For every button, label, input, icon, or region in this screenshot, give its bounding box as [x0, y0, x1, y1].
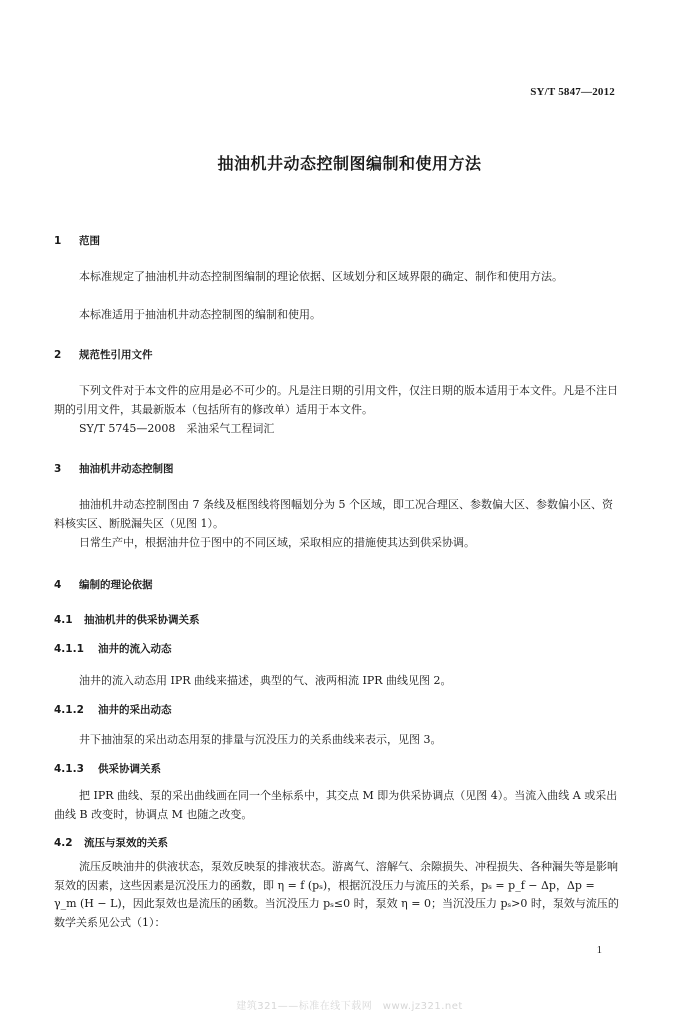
paragraph-references-1: 下列文件对于本文件的应用是必不可少的。凡是注日期的引用文件，仅注日期的版本适用于本文件。凡是不注日期的引用文件，其最新版本（包括所有的修改单）适用于本文件。: [54, 384, 618, 416]
section-heading-4-1-2: [54, 702, 172, 717]
section-heading-1: [54, 233, 100, 248]
paragraph-flow-pressure: 流压反映油井的供液状态，泵效反映泵的排液状态。游离气、溶解气、余隙损失、冲程损失、各种漏失等是影响泵效的因素，这些因素是沉没压力的函数，即 η = f (pₛ)，根据沉没压力与流压的关系，pₛ = p_f − Δp，Δp = γ_m (H − L)，因此泵效也是流压的函数。当沉没压力 pₛ≤0 时，泵效 η = 0；当沉没压力 pₛ>0 时，泵效与流压的数学关系见公式（1）：: [54, 860, 619, 929]
section-title: 编制的理论依据: [79, 579, 153, 591]
section-number: 4.1: [54, 614, 73, 626]
paragraph-scope-2: 本标准适用于抽油机井动态控制图的编制和使用。: [79, 308, 321, 321]
page-number: 1: [596, 945, 602, 956]
paragraph-coordination: 把 IPR 曲线、泵的采出曲线画在同一个坐标系中，其交点 M 即为供采协调点（见图 4）。当流入曲线 A 或采出曲线 B 改变时，协调点 M 也随之改变。: [54, 789, 618, 821]
standard-code: SY/T 5847—2012: [530, 86, 615, 98]
section-number: 4.2: [54, 837, 73, 849]
paragraph-scope-1: 本标准规定了抽油机井动态控制图编制的理论依据、区域划分和区域界限的确定、制作和使用方法。: [79, 270, 563, 283]
section-title: 流压与泵效的关系: [84, 837, 168, 849]
section-number: 4.1.1: [54, 643, 84, 655]
section-number: 3: [54, 463, 62, 475]
document-title: 抽油机井动态控制图编制和使用方法: [217, 154, 482, 173]
section-number: 2: [54, 349, 62, 361]
section-number: 4.1.2: [54, 704, 84, 716]
section-title: 油井的采出动态: [98, 704, 172, 716]
section-number: 4.1.3: [54, 763, 84, 775]
section-title: 范围: [79, 235, 100, 247]
section-heading-4: [54, 577, 153, 592]
section-number: 1: [54, 235, 62, 247]
section-heading-4-1-1: [54, 641, 172, 656]
section-title: 供采协调关系: [98, 763, 161, 775]
watermark: 建筑321——标准在线下载网 www.jz321.net: [236, 1001, 463, 1012]
paragraph-outflow: 井下抽油泵的采出动态用泵的排量与沉没压力的关系曲线来表示，见图 3。: [79, 733, 442, 746]
section-heading-2: [54, 347, 153, 362]
paragraph-chart-1: 抽油机井动态控制图由 7 条线及框图线将图幅划分为 5 个区域，即工况合理区、参数偏大区、参数偏小区、资料核实区、断脱漏失区（见图 1）。: [54, 498, 613, 530]
section-heading-4-1-3: [54, 761, 161, 776]
section-heading-4-2: [54, 835, 168, 850]
reference-entry: SY/T 5745—2008 采油采气工程词汇: [79, 422, 275, 435]
section-title: 油井的流入动态: [98, 643, 172, 655]
section-title: 规范性引用文件: [79, 349, 153, 361]
paragraph-inflow: 油井的流入动态用 IPR 曲线来描述，典型的气、液两相流 IPR 曲线见图 2。: [79, 674, 452, 687]
section-heading-4-1: [54, 612, 200, 627]
section-title: 抽油机井动态控制图: [79, 463, 174, 475]
paragraph-chart-2: 日常生产中，根据油井位于图中的不同区域，采取相应的措施使其达到供采协调。: [79, 536, 475, 549]
section-number: 4: [54, 579, 62, 591]
section-title: 抽油机井的供采协调关系: [84, 614, 200, 626]
section-heading-3: [54, 461, 174, 476]
